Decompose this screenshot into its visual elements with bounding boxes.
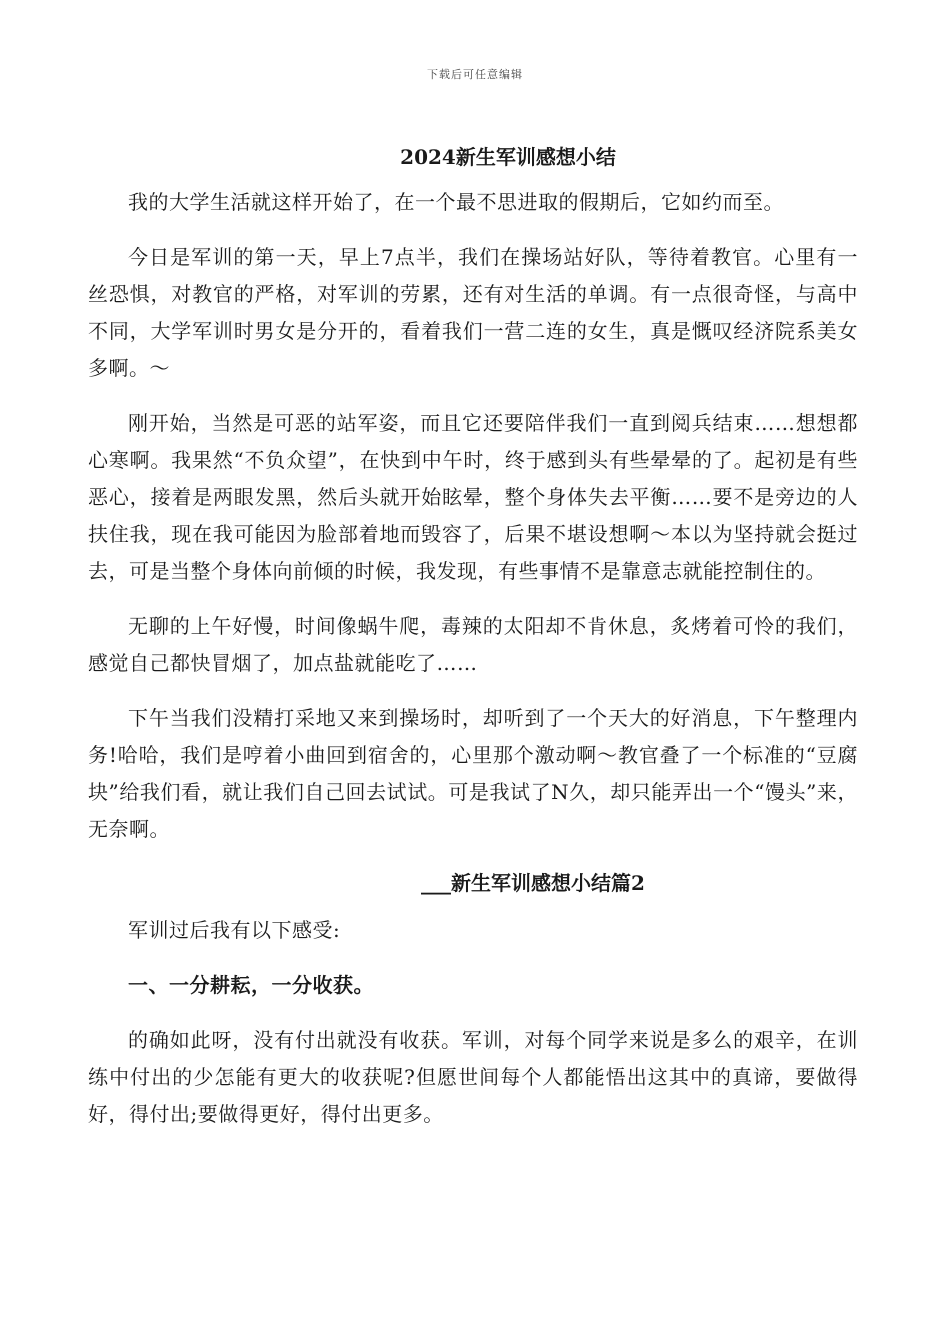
- paragraph: 无聊的上午好慢，时间像蜗牛爬，毒辣的太阳却不肯休息，炙烤着可怜的我们，感觉自己都快冒烟了，加点盐就能吃了……: [88, 614, 858, 675]
- document-title: 2024新生军训感想小结: [400, 145, 616, 169]
- paragraph: 下午当我们没精打采地又来到操场时，却听到了一个天大的好消息，下午整理内务!哈哈，我们是哼着小曲回到宿舍的，心里那个激动啊～教官叠了一个标准的“豆腐块”给我们看，就让我们自己回去试试。可是我试了N久，却只能弄出一个“馒头”来，无奈啊。: [88, 706, 858, 841]
- paragraph: 的确如此呀，没有付出就没有收获。军训，对每个同学来说是多么的艰辛，在训练中付出的少怎能有更大的收获呢?但愿世间每个人都能悟出这其中的真谛，要做得好，得付出;要做得更好，得付出更多。: [88, 1028, 858, 1126]
- paragraph: 我的大学生活就这样开始了，在一个最不思进取的假期后，它如约而至。: [128, 190, 784, 214]
- header-note: 下载后可任意编辑: [427, 68, 523, 81]
- paragraph: 刚开始，当然是可恶的站军姿，而且它还要陪伴我们一直到阅兵结束……想想都心寒啊。我果然“不负众望”，在快到中午时，终于感到头有些晕晕的了。起初是有些恶心，接着是两眼发黑，然后头就开始眩晕，整个身体失去平衡……要不是旁边的人扶住我，现在我可能因为脸部着地而毁容了，后果不堪设想啊～本以为坚持就会挺过去，可是当整个身体向前倾的时候，我发现，有些事情不是靠意志就能控制住的。: [88, 411, 858, 583]
- paragraph: 军训过后我有以下感受:: [128, 918, 341, 942]
- point-heading: 一、一分耕耘，一分收获。: [128, 973, 374, 997]
- paragraph: 今日是军训的第一天，早上7点半，我们在操场站好队，等待着教官。心里有一丝恐惧，对教官的严格，对军训的劳累，还有对生活的单调。有一点很奇怪，与高中不同，大学军训时男女是分开的，看着我们一营二连的女生，真是慨叹经济院系美女多啊。～: [88, 245, 858, 380]
- section-heading: ___新生军训感想小结篇2: [421, 871, 645, 895]
- document-body: [88, 140, 858, 1151]
